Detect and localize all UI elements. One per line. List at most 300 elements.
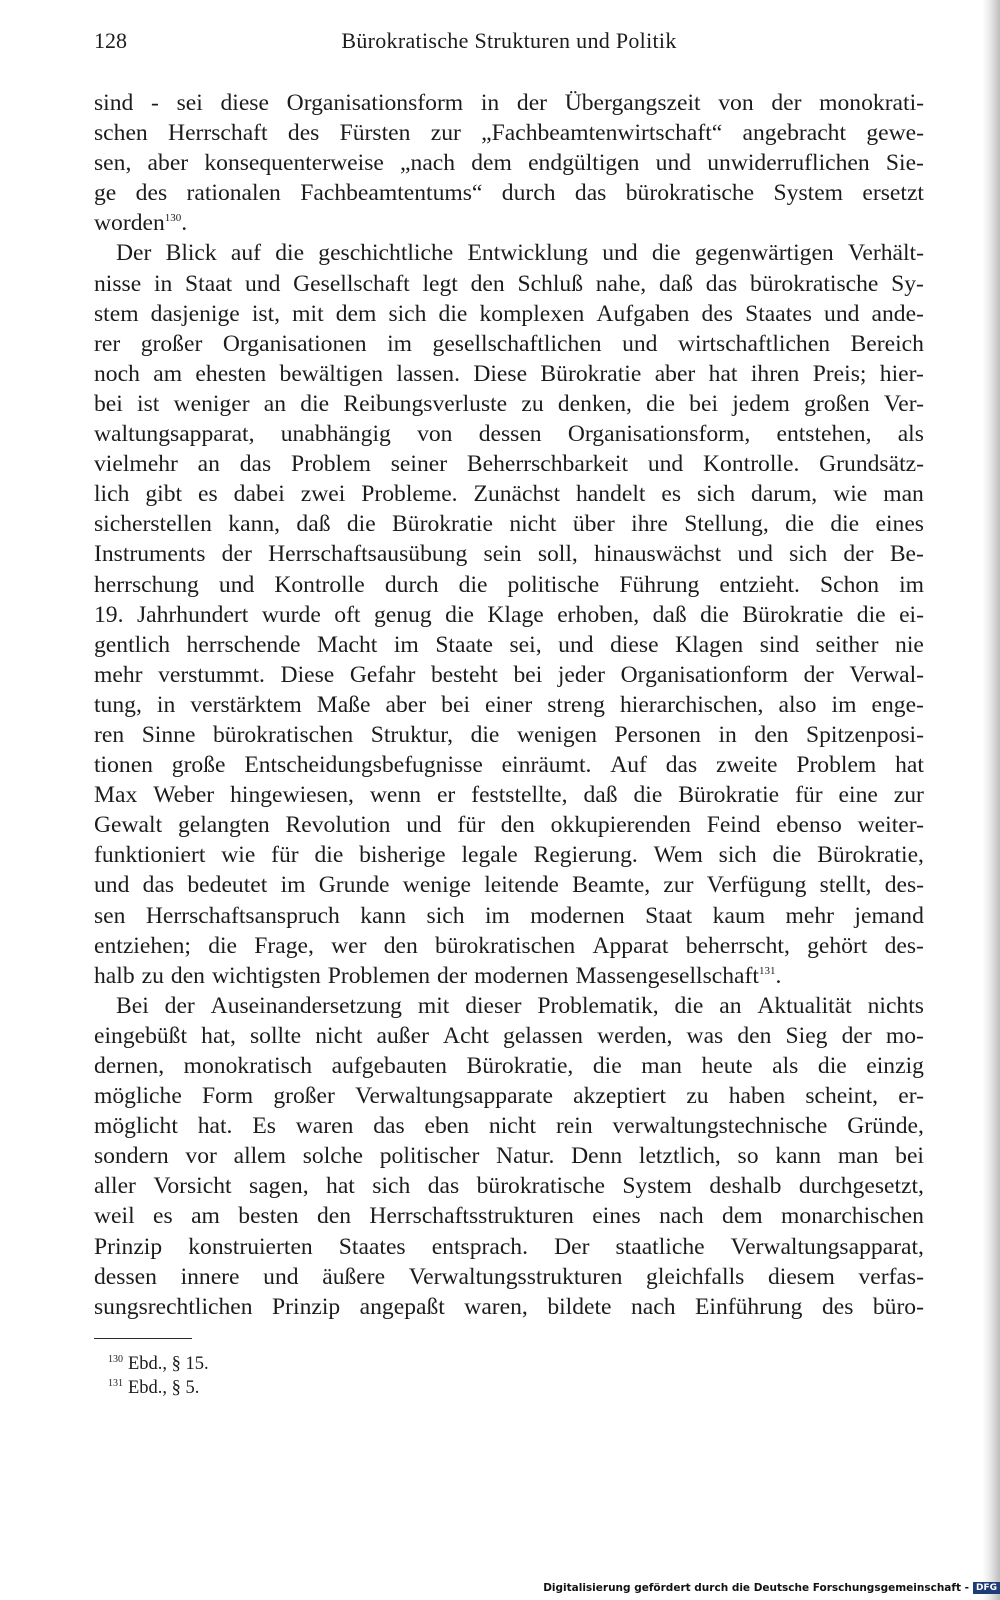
text-line <box>94 178 924 208</box>
word: jemand <box>854 902 924 929</box>
word: wenige <box>402 872 471 899</box>
word: hat <box>708 360 738 387</box>
word: Verwal- <box>849 661 924 688</box>
text-line <box>94 901 924 931</box>
word: durch <box>501 180 556 207</box>
word: bei <box>513 661 543 688</box>
word: System <box>622 1173 692 1200</box>
word: von <box>417 421 453 448</box>
word: Verwaltungsstrukturen <box>408 1263 623 1290</box>
word: Apparat <box>592 932 669 959</box>
word: nach <box>659 1203 704 1230</box>
word: mo- <box>885 1022 924 1049</box>
text-line <box>94 1051 924 1081</box>
word: bürokratische <box>476 1173 605 1200</box>
word: modernen <box>530 902 625 929</box>
word: Kontrolle. <box>703 451 800 478</box>
word: genug <box>373 601 432 628</box>
word: Bei <box>116 992 149 1019</box>
word: Natur. <box>496 1143 555 1170</box>
word: diese <box>220 90 269 116</box>
word: Blick <box>165 240 217 267</box>
word: wichtigsten <box>211 962 321 989</box>
word: wie <box>833 481 868 508</box>
word: die <box>817 1053 847 1079</box>
word: den <box>316 1203 352 1230</box>
word: Gesellschaft <box>293 270 410 297</box>
word: den <box>500 812 535 839</box>
word: Prinzip <box>272 1293 341 1320</box>
word: der <box>803 661 834 688</box>
word: sind <box>759 631 800 658</box>
word: Beamte, <box>572 872 651 899</box>
word: aber <box>385 691 427 718</box>
word: heute <box>701 1053 753 1079</box>
word: Problemen <box>327 962 430 989</box>
footnote-text: Ebd., § 5. <box>128 1378 200 1398</box>
word: gibt <box>145 481 183 508</box>
word: soll, <box>537 541 578 568</box>
word: also <box>778 691 817 718</box>
word: über <box>572 511 615 538</box>
text-line <box>94 329 924 359</box>
word: und <box>558 631 594 658</box>
word: sen <box>94 902 126 929</box>
word: Verwaltungsapparate <box>355 1083 553 1110</box>
word: letztlich, <box>638 1143 721 1170</box>
word: Staates <box>338 1233 406 1260</box>
word: dessen <box>478 421 542 448</box>
word: sei <box>176 90 203 116</box>
word: einzig <box>866 1053 924 1079</box>
word: verfas- <box>858 1263 924 1290</box>
word: hierarchischen, <box>619 691 764 718</box>
text-line <box>94 1232 924 1262</box>
word: Aktualität <box>757 992 852 1019</box>
word: komplexen <box>479 300 585 327</box>
word: äußere <box>322 1263 386 1290</box>
word: daß <box>583 782 618 809</box>
word: großen <box>804 390 870 417</box>
word: Organisationsform, <box>567 421 751 448</box>
word: Herrschaftsstrukturen <box>369 1203 574 1230</box>
word: dem <box>722 1203 763 1230</box>
word: des <box>287 120 320 147</box>
word: Sy- <box>891 270 924 297</box>
text-line <box>94 600 924 630</box>
word: zu <box>686 1083 709 1110</box>
word: unwiderruflichen <box>707 150 870 177</box>
word: besteht <box>430 661 498 688</box>
word: hier- <box>879 360 924 387</box>
word: aufgebauten <box>331 1053 447 1079</box>
word: werden, <box>597 1022 673 1049</box>
word: System <box>773 180 844 207</box>
text-line <box>94 810 924 840</box>
word: dasjenige <box>150 300 240 327</box>
digitization-credit <box>543 1582 1000 1594</box>
text-line <box>94 269 924 299</box>
word: hat, <box>201 1022 236 1049</box>
word: die <box>856 601 886 628</box>
word: als <box>897 421 924 448</box>
word: möglicht <box>94 1113 178 1140</box>
word: verstummt. <box>158 661 265 688</box>
word: kann <box>360 902 407 929</box>
word: Herrschaftsanspruch <box>145 902 340 929</box>
word: mit <box>292 300 324 327</box>
word: die <box>674 992 704 1019</box>
word: Organisationsform <box>286 90 464 116</box>
word: im <box>899 571 924 598</box>
text-line <box>94 118 924 148</box>
page-edge-shadow <box>982 0 1000 1600</box>
word: oft <box>334 601 361 628</box>
word: und <box>94 872 130 899</box>
word: auf <box>230 240 262 267</box>
word: denken, <box>557 390 632 417</box>
word: nahe, <box>595 270 647 297</box>
word: politischer <box>379 1143 480 1170</box>
text-line <box>94 630 924 660</box>
word: Sieg <box>785 1022 828 1049</box>
word: die <box>646 390 675 417</box>
word: nichts <box>867 992 924 1019</box>
word: man <box>837 1143 879 1170</box>
word: Klagen <box>675 631 744 658</box>
word: Vorsicht <box>153 1173 232 1200</box>
word: Organisationen <box>222 330 367 357</box>
text-line <box>94 1081 924 1111</box>
punctuation: . <box>775 962 782 989</box>
word: bei <box>441 691 470 718</box>
word: gleichfalls <box>646 1263 745 1290</box>
word: bürokratische <box>625 180 755 207</box>
word: gewe- <box>866 120 924 147</box>
word: Staat <box>185 270 233 297</box>
word: die <box>208 932 238 959</box>
word: Schluß <box>517 270 583 297</box>
word: stellt, <box>819 872 872 899</box>
word: beherrscht, <box>685 932 790 959</box>
word: weil <box>94 1203 135 1230</box>
word: mit <box>417 992 450 1019</box>
word: die <box>275 240 305 267</box>
word: seiner <box>390 451 448 478</box>
word: großer <box>140 330 203 357</box>
text-line <box>94 359 924 389</box>
word: - <box>151 90 159 116</box>
word: Entscheidungsbefugnisse <box>244 752 483 779</box>
text-line <box>94 299 924 329</box>
word: die <box>314 842 344 869</box>
word: „Fachbeamtenwirtschaft“ <box>481 120 723 147</box>
word: wie <box>221 842 256 869</box>
word: vor <box>185 1143 217 1170</box>
word: das <box>665 752 698 779</box>
word: an <box>263 390 287 417</box>
word: Frage, <box>254 932 314 959</box>
running-title: Bürokratische Strukturen und Politik <box>341 28 677 53</box>
text-line <box>94 780 924 810</box>
word: gentlich <box>94 631 170 658</box>
word: für <box>271 842 299 869</box>
footnote-131 <box>108 1376 209 1400</box>
word: nach <box>630 1293 676 1320</box>
word: Grundsätz- <box>819 451 924 478</box>
word: den <box>754 721 789 748</box>
word: wurde <box>261 601 321 628</box>
word: Fachbeamtentums“ <box>300 180 483 207</box>
word: weniger <box>173 390 250 417</box>
word: dem <box>335 300 377 327</box>
text-line <box>94 88 924 118</box>
word: Weber <box>153 782 215 809</box>
word: Beherrschbarkeit <box>466 451 629 478</box>
word: man <box>641 1053 682 1079</box>
word: es <box>198 481 218 508</box>
word: legt <box>422 270 458 297</box>
text-line <box>94 1201 924 1231</box>
word: darum, <box>751 481 818 508</box>
word: Feind <box>706 812 761 839</box>
word: angebracht <box>742 120 847 147</box>
word: in <box>718 721 737 748</box>
word: die <box>651 240 681 267</box>
word: die <box>830 511 860 538</box>
word: „nach <box>400 150 456 177</box>
word: für <box>795 782 823 809</box>
word: bei <box>689 390 718 417</box>
word: und <box>824 300 860 327</box>
word: Fürsten <box>339 120 411 147</box>
footnote-reference[interactable]: 131 <box>758 964 776 977</box>
word: nie <box>895 631 924 658</box>
text-line <box>94 991 924 1021</box>
word: legale <box>461 842 518 869</box>
word: bisherige <box>359 842 446 869</box>
word: ehesten <box>195 360 267 387</box>
word: allem <box>233 1143 286 1170</box>
word: verstärktem <box>190 691 302 718</box>
word: und <box>602 240 638 267</box>
word: im <box>393 631 419 658</box>
word: Denn <box>571 1143 623 1170</box>
text-line <box>94 1292 924 1322</box>
word: Jahrhundert <box>136 601 249 628</box>
word: Instruments <box>94 541 206 568</box>
word: bürokratische <box>749 270 879 297</box>
word: hat <box>895 752 924 779</box>
word: Verfügung <box>706 872 807 899</box>
word: Macht <box>317 631 378 658</box>
word: Organisationform <box>620 661 788 688</box>
word: des- <box>884 932 924 959</box>
word: das <box>373 1113 405 1140</box>
text-line <box>94 1262 924 1292</box>
word: bei <box>895 1143 924 1170</box>
word: endgültigen <box>528 150 640 177</box>
word: waltungsapparat, <box>94 421 255 448</box>
word: das <box>574 180 607 207</box>
word: entstehen, <box>776 421 872 448</box>
word: die <box>445 601 474 628</box>
word: die <box>592 1053 622 1079</box>
word: wirtschaftlichen <box>678 330 830 357</box>
word: hingewiesen, <box>230 782 354 809</box>
word: Herrschaftsausübung <box>268 541 468 568</box>
word: Sinne <box>141 721 196 748</box>
word: herrschende <box>186 631 301 658</box>
word: Übergangszeit <box>564 90 701 116</box>
word: daß <box>296 511 331 538</box>
word: daß <box>652 601 687 628</box>
word: wenn <box>369 782 421 809</box>
word: diesem <box>767 1263 835 1290</box>
word: mehr <box>785 902 834 929</box>
word: Reibungsverluste <box>343 390 508 417</box>
word: von <box>718 90 754 116</box>
footnote-number: 130 <box>108 1354 123 1365</box>
text-line <box>94 840 924 870</box>
word: feststellte, <box>471 782 568 809</box>
word: geschichtliche <box>318 240 454 267</box>
word: durch <box>384 571 439 598</box>
word: kann <box>775 1143 822 1170</box>
word: des <box>821 1293 854 1320</box>
word: Spitzenposi- <box>806 721 924 748</box>
word: der <box>516 90 548 116</box>
word: zur <box>663 872 694 899</box>
word: sich <box>697 481 736 508</box>
word: der <box>841 1022 872 1049</box>
word: verwaltungstechnische <box>612 1113 828 1140</box>
credit-text: Digitalisierung gefördert durch die Deutsche Forschungsgemeinschaft - <box>543 1582 969 1594</box>
word: wenigen <box>516 721 597 748</box>
word: gegenwärtigen <box>694 240 834 267</box>
word: Einführung <box>695 1293 803 1320</box>
word: ande- <box>871 300 924 327</box>
text-line <box>94 1111 924 1141</box>
word: außer <box>376 1022 429 1049</box>
word: der <box>164 992 195 1019</box>
word: tionen <box>94 752 153 779</box>
word: Max <box>94 782 138 809</box>
word: sagen, <box>248 1173 309 1200</box>
word: sein <box>483 541 522 568</box>
word: am <box>153 360 183 387</box>
word: ersetzt <box>862 180 924 207</box>
word: angepaßt <box>359 1293 445 1320</box>
word: Auf <box>610 752 647 779</box>
word: für <box>457 812 485 839</box>
word: den <box>470 270 505 297</box>
word: aller <box>94 1173 136 1200</box>
word: ihren <box>750 360 800 387</box>
word: sich <box>426 902 465 929</box>
word: dabei <box>233 481 285 508</box>
word: und <box>622 330 658 357</box>
word: große <box>171 752 226 779</box>
text-line <box>94 931 924 961</box>
word: politische <box>507 571 600 598</box>
text-line <box>94 479 924 509</box>
word: bürokratischen <box>435 932 576 959</box>
footnote-divider <box>94 1338 192 1339</box>
word: er <box>436 782 456 809</box>
word: innere <box>180 1263 240 1290</box>
word: Struktur, <box>370 721 454 748</box>
word: sen, <box>94 150 132 177</box>
word: noch <box>94 360 140 387</box>
text-line <box>94 750 924 780</box>
word: der <box>843 541 874 568</box>
word: Form <box>201 1083 254 1110</box>
text-line <box>94 1171 924 1201</box>
word: Auseinandersetzung <box>210 992 402 1019</box>
word: im <box>387 330 412 357</box>
word: scheint, <box>805 1083 879 1110</box>
word: worden$^{130}$. <box>94 210 188 237</box>
word: nicht <box>315 1022 363 1049</box>
word: bildete <box>547 1293 612 1320</box>
footnote-reference[interactable]: 130 <box>164 212 182 225</box>
word: rer <box>94 330 121 357</box>
word: Stellung, <box>684 511 769 538</box>
word: gelangten <box>177 812 270 839</box>
word: in <box>153 270 173 297</box>
word: eines <box>592 1203 641 1230</box>
footnote-130 <box>108 1352 209 1376</box>
word: so <box>737 1143 759 1170</box>
word: die <box>438 300 468 327</box>
word: streng <box>547 691 605 718</box>
word: Be- <box>889 541 924 568</box>
word: 19. <box>94 601 124 628</box>
word: einräumt. <box>501 752 592 779</box>
word: Entwicklung <box>467 240 589 267</box>
word: schen <box>94 120 148 147</box>
word: den <box>737 1022 772 1049</box>
word: die <box>700 601 729 628</box>
dfg-logo: DFG <box>973 1582 1000 1594</box>
word: gehört <box>807 932 868 959</box>
word: zwei <box>300 481 346 508</box>
word: gesellschaftlichen <box>432 330 602 357</box>
word: Bürokratie <box>392 511 493 538</box>
text-line <box>94 570 924 600</box>
word: eingebüßt <box>94 1022 188 1049</box>
word: bürokratischen <box>212 721 354 748</box>
word: sei, <box>509 631 542 658</box>
text-line <box>94 1141 924 1171</box>
running-head <box>94 28 924 58</box>
word: Diese <box>473 360 528 387</box>
text-line <box>94 238 924 268</box>
text-line <box>94 720 924 750</box>
text-line <box>94 148 924 178</box>
word: solche <box>302 1143 363 1170</box>
text-line <box>94 419 924 449</box>
word: Bürokratie, <box>817 842 924 869</box>
word: monarchischen <box>781 1203 924 1230</box>
word: des <box>701 300 733 327</box>
word: aber <box>654 360 696 387</box>
word: Bürokratie <box>540 360 642 387</box>
word: Führung <box>619 571 700 598</box>
word: dem <box>471 150 512 177</box>
word: und <box>655 150 692 177</box>
